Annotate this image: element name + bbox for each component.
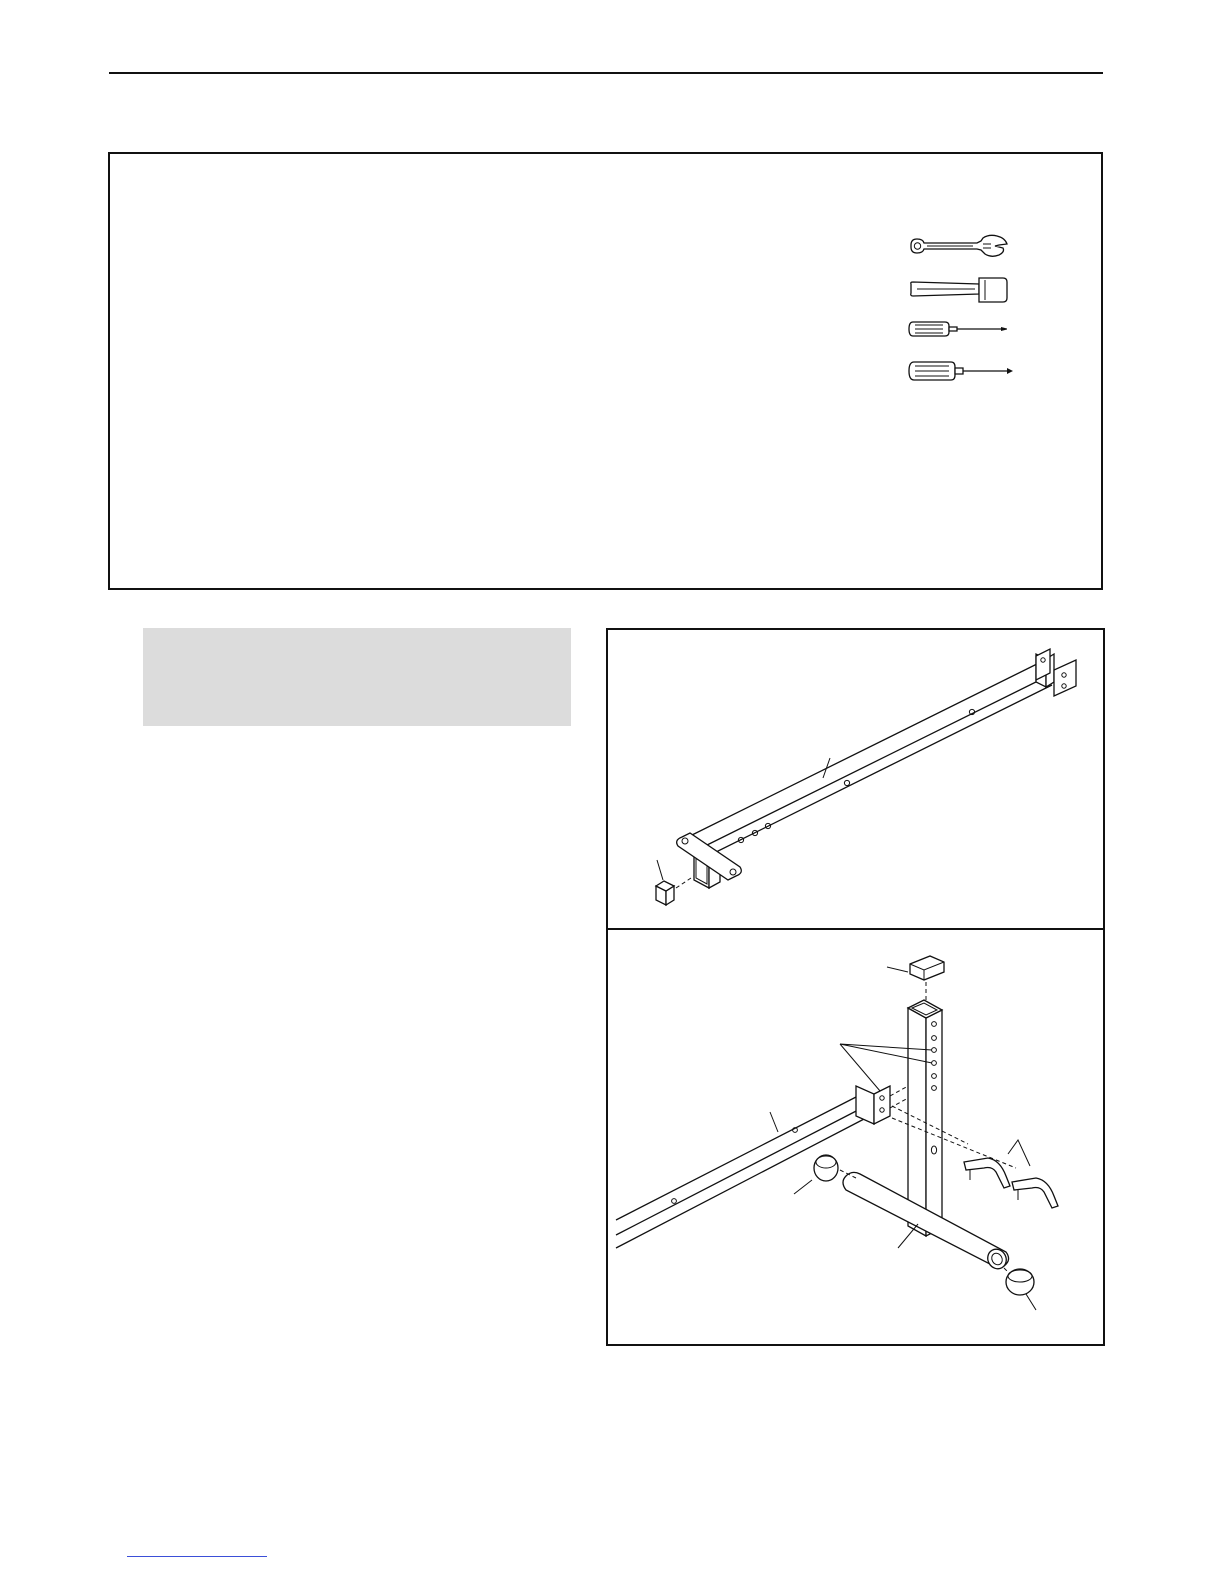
footer-link-underline [127,1556,267,1557]
upright-base-assembly-diagram [606,928,1105,1346]
crossbar-frame-diagram [606,628,1105,930]
adjustable-wrench-icon [907,234,1011,260]
flat-screwdriver-icon [907,318,1011,340]
header-rule [109,72,1103,74]
step-callout-box [143,628,571,726]
rubber-mallet-icon [907,272,1011,306]
tools-box [108,152,1103,590]
phillips-screwdriver-icon [907,359,1017,383]
